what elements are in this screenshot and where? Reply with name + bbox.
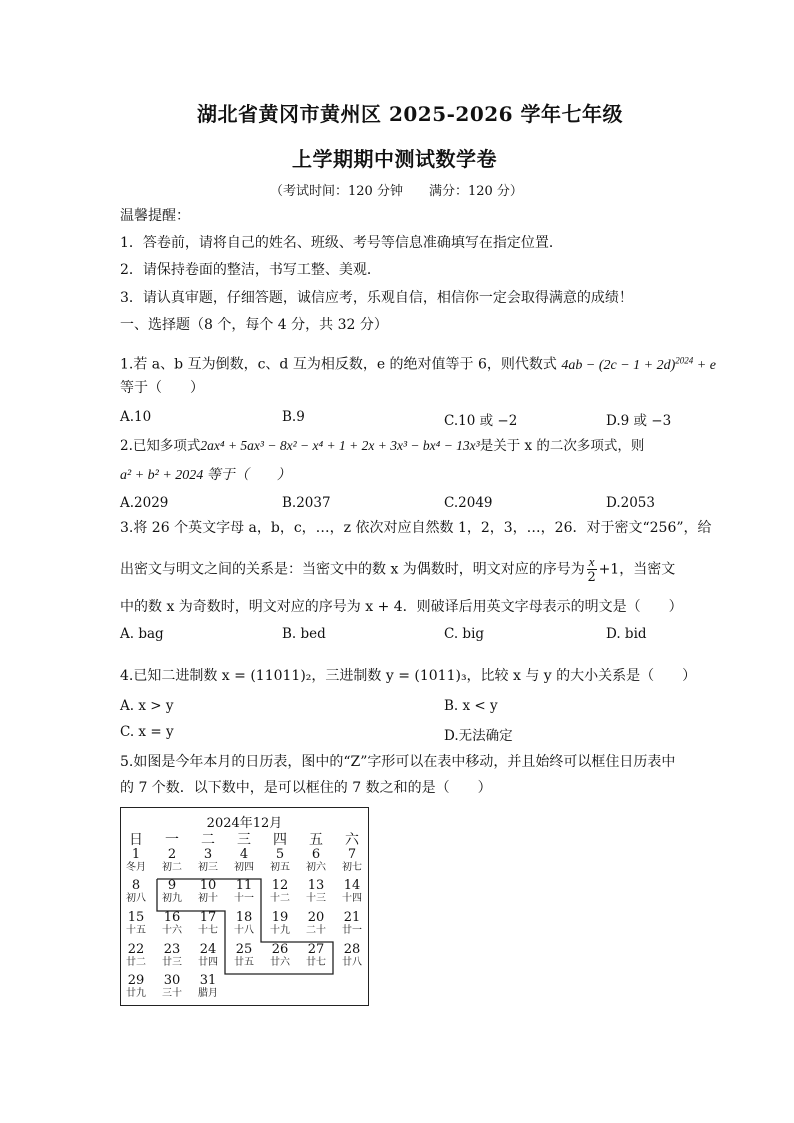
math-expression: $4ab - (2c - 1 + 2d)^{2024} + e$: [561, 355, 716, 373]
day-number: 11: [235, 878, 253, 893]
day-number: 27: [307, 942, 325, 957]
lunar-date: 腊月: [198, 988, 218, 999]
reminder-item: 2．请保持卷面的整洁，书写工整、美观．: [120, 262, 381, 278]
question-3-line3: 中的数 x 为奇数时，明文对应的序号为 x + 4．则破译后用英文字母表示的明文是（ ）: [120, 599, 683, 615]
question-3: 3.将 26 个英文字母 a，b，c，…，z 依次对应自然数 1，2，3，…，26．对于密文“256”，给: [120, 520, 712, 536]
day-number: 7: [347, 847, 357, 862]
question-1-cont: 等于（ ）: [120, 380, 204, 396]
day-number: 10: [199, 878, 217, 893]
reminder-item: 3．请认真审题，仔细答题，诚信应考，乐观自信，相信你一定会取得满意的成绩！: [120, 290, 633, 306]
day-number: 30: [163, 973, 181, 988]
day-number: 1: [131, 847, 141, 862]
lunar-date: 廿三: [162, 957, 182, 968]
option-c[interactable]: C.2049: [444, 495, 493, 511]
option-c[interactable]: C.10 或 −2: [444, 413, 518, 429]
lunar-date: 廿一: [342, 925, 362, 936]
day-number: 4: [239, 847, 249, 862]
lunar-date: 十三: [306, 893, 326, 904]
z-shape-outline: [121, 808, 368, 1005]
reminder-heading: 温馨提醒：: [120, 208, 190, 224]
reminder-item: 1．答卷前，请将自己的姓名、班级、考号等信息准确填写在指定位置．: [120, 235, 563, 251]
lunar-date: 廿九: [126, 988, 146, 999]
question-text: 1.若 a、b 互为倒数，c、d 互为相反数，e 的绝对值等于 6，则代数式: [120, 356, 557, 373]
day-number: 24: [199, 942, 217, 957]
lunar-date: 十一: [234, 893, 254, 904]
lunar-date: 三十: [162, 988, 182, 999]
day-number: 28: [343, 942, 361, 957]
day-number: 2: [167, 847, 177, 862]
option-c[interactable]: C. big: [444, 626, 485, 642]
question-1: [120, 350, 716, 376]
day-number: 21: [343, 910, 361, 925]
lunar-date: 初八: [126, 893, 146, 904]
lunar-date: 廿二: [126, 957, 146, 968]
calendar-figure: [120, 807, 369, 1006]
day-number: 18: [235, 910, 253, 925]
lunar-date: 十二: [270, 893, 290, 904]
option-d[interactable]: D.2053: [606, 495, 655, 511]
day-number: 5: [275, 847, 285, 862]
lunar-date: 十七: [198, 925, 218, 936]
lunar-date: 初四: [234, 862, 254, 873]
day-number: 15: [127, 910, 145, 925]
day-number: 19: [271, 910, 289, 925]
question-3-line2: 出密文与明文之间的关系是：当密文中的数 x 为偶数时，明文对应的序号为 $\frac{x}{2}$ +1，当密文: [120, 554, 676, 585]
option-b[interactable]: B. bed: [282, 626, 326, 642]
day-number: 26: [271, 942, 289, 957]
day-number: 22: [127, 942, 145, 957]
lunar-date: 初七: [342, 862, 362, 873]
exam-info: （考试时间：120 分钟 满分：120 分）: [270, 184, 523, 199]
option-d[interactable]: D. bid: [606, 626, 647, 642]
day-number: 31: [199, 973, 217, 988]
day-number: 3: [203, 847, 213, 862]
calendar-weekday: 五: [309, 832, 323, 848]
lunar-date: 十四: [342, 893, 362, 904]
day-number: 14: [343, 878, 361, 893]
question-5-line2: 的 7 个数．以下数中，是可以框住的 7 数之和的是（ ）: [120, 780, 492, 796]
fraction: $\frac{x}{2}$: [587, 554, 596, 585]
day-number: 25: [235, 942, 253, 957]
calendar-weekday: 六: [345, 832, 359, 848]
section-heading: 一、选择题（8 个，每个 4 分，共 32 分）: [120, 317, 388, 333]
lunar-date: 初九: [162, 893, 182, 904]
option-d[interactable]: D.9 或 −3: [606, 413, 672, 429]
lunar-date: 十五: [126, 925, 146, 936]
option-c[interactable]: C. x = y: [120, 724, 174, 740]
lunar-date: 初十: [198, 893, 218, 904]
lunar-date: 廿六: [270, 957, 290, 968]
option-a[interactable]: A. bag: [120, 626, 164, 642]
calendar-weekday: 二: [201, 832, 215, 848]
question-2-cont: a² + b² + 2024 等于（ ）: [120, 468, 291, 483]
lunar-date: 初六: [306, 862, 326, 873]
lunar-date: 廿七: [306, 957, 326, 968]
option-b[interactable]: B.9: [282, 409, 305, 425]
day-number: 12: [271, 878, 289, 893]
day-number: 16: [163, 910, 181, 925]
page-subtitle: 上学期期中测试数学卷: [292, 147, 497, 171]
option-b[interactable]: B. x < y: [444, 698, 498, 714]
day-number: 29: [127, 973, 145, 988]
lunar-date: 十九: [270, 925, 290, 936]
option-a[interactable]: A. x > y: [120, 698, 174, 714]
question-5: 5.如图是今年本月的日历表，图中的“Z”字形可以在表中移动，并且始终可以框住日历表中: [120, 754, 676, 770]
page-title: 湖北省黄冈市黄州区 2025-2026 学年七年级: [197, 102, 624, 126]
calendar-weekday: 三: [237, 832, 251, 848]
lunar-date: 初五: [270, 862, 290, 873]
lunar-date: 初三: [198, 862, 218, 873]
option-d[interactable]: D.无法确定: [444, 728, 513, 744]
day-number: 17: [199, 910, 217, 925]
question-2: 2.已知多项式2ax⁴ + 5ax³ − 8x² − x⁴ + 1 + 2x + 3x³ − bx⁴ − 13x³是关于 x 的二次多项式，则: [120, 438, 645, 454]
lunar-date: 冬月: [126, 862, 146, 873]
day-number: 13: [307, 878, 325, 893]
day-number: 9: [167, 878, 177, 893]
polynomial: 2ax⁴ + 5ax³ − 8x² − x⁴ + 1 + 2x + 3x³ − bx⁴ − 13x³: [200, 438, 480, 453]
day-number: 8: [131, 878, 141, 893]
lunar-date: 廿四: [198, 957, 218, 968]
option-a[interactable]: A.2029: [120, 495, 169, 511]
calendar-title: 2024年12月: [206, 816, 283, 831]
option-b[interactable]: B.2037: [282, 495, 331, 511]
question-4: 4.已知二进制数 x = (11011)₂，三进制数 y = (1011)₃，比较 x 与 y 的大小关系是（ ）: [120, 668, 697, 684]
lunar-date: 十八: [234, 925, 254, 936]
lunar-date: 廿五: [234, 957, 254, 968]
lunar-date: 初二: [162, 862, 182, 873]
lunar-date: 廿八: [342, 957, 362, 968]
day-number: 6: [311, 847, 321, 862]
day-number: 23: [163, 942, 181, 957]
lunar-date: 二十: [306, 925, 326, 936]
day-number: 20: [307, 910, 325, 925]
calendar-weekday: 四: [273, 832, 287, 848]
calendar-weekday: 日: [129, 832, 143, 848]
option-a[interactable]: A.10: [120, 409, 152, 425]
calendar-weekday: 一: [165, 832, 179, 848]
lunar-date: 十六: [162, 925, 182, 936]
